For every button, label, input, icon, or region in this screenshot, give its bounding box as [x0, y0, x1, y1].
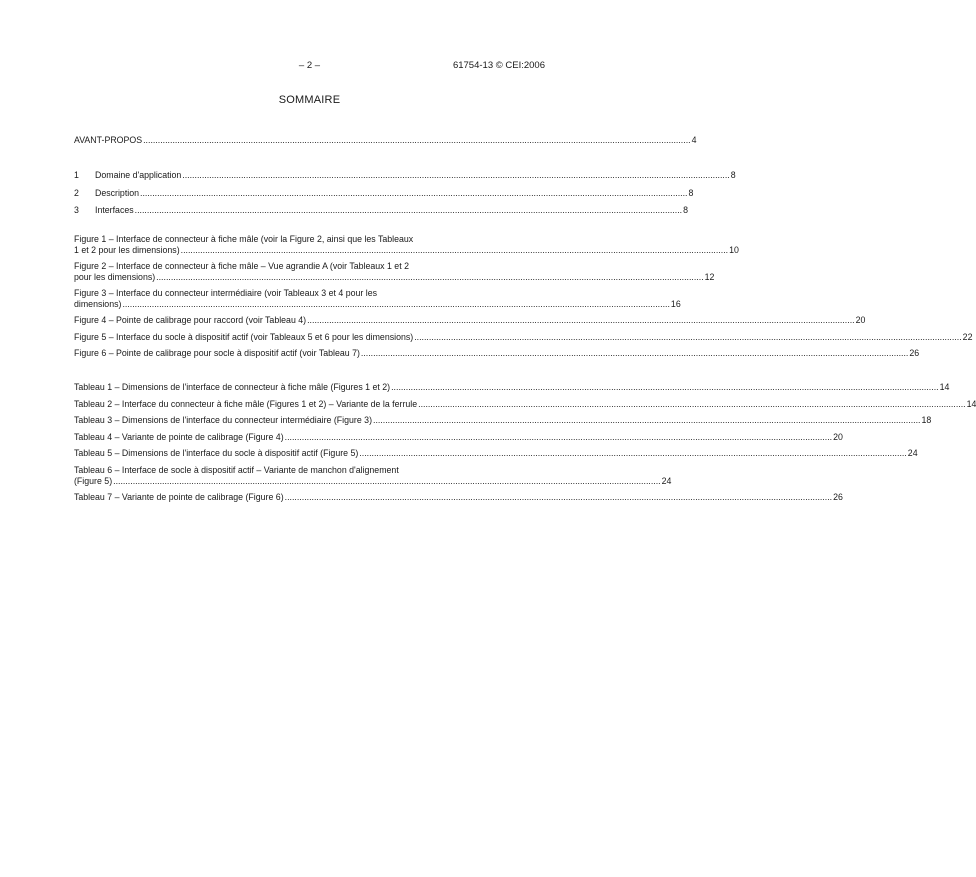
toc-entry-page: 4 — [691, 135, 697, 145]
toc-entry-table[interactable] — [74, 398, 976, 416]
toc-entry-page: 8 — [683, 205, 689, 215]
toc-entry-figure[interactable] — [74, 331, 973, 349]
toc-entry-label: Tableau 3 – Dimensions de l'interface du connecteur intermédiaire (Figure 3) — [74, 415, 372, 425]
toc-entry-page: 22 — [962, 331, 973, 342]
toc-entry-label: Tableau 7 – Variante de pointe de calibrage (Figure 6) — [74, 491, 284, 502]
dot-leader: ................................................................................................................................................................................................................................ — [122, 299, 670, 309]
toc-figures-section — [74, 234, 973, 365]
toc-entry-label-line1: Figure 2 – Interface de connecteur à fiche mâle – Vue agrandie A (voir Tableaux 1 et 2 — [74, 261, 409, 271]
toc-entry-label: Description — [95, 187, 140, 198]
toc-entry-label: Domaine d'application — [95, 170, 182, 180]
toc-entry-table[interactable] — [74, 431, 843, 449]
toc-entry-label: Tableau 1 – Dimensions de l'interface de connecteur à fiche mâle (Figures 1 et 2) — [74, 382, 391, 392]
toc-entry-clause[interactable] — [74, 170, 736, 188]
dot-leader: ................................................................................................................................................................................................................................ — [284, 431, 833, 442]
toc-entry-table[interactable] — [74, 448, 918, 465]
toc-entry-page: 26 — [909, 348, 920, 358]
dot-leader: ................................................................................................................................................................................................................................ — [134, 205, 683, 215]
dot-leader: ................................................................................................................................................................................................................................ — [113, 475, 661, 486]
toc-entry-page: 20 — [855, 315, 866, 325]
toc-entry-figure[interactable] — [74, 288, 681, 315]
dot-leader: ................................................................................................................................................................................................................................ — [143, 135, 691, 145]
toc-entry-page: 16 — [670, 299, 681, 309]
toc-entry-page: 12 — [704, 272, 715, 282]
dot-leader: ................................................................................................................................................................................................................................ — [307, 315, 855, 325]
toc-entry-figure[interactable] — [74, 315, 866, 332]
dot-leader: ................................................................................................................................................................................................................................ — [359, 448, 907, 458]
toc-entry-label: Interfaces — [95, 205, 134, 215]
toc-entry-label-line1: Figure 1 – Interface de connecteur à fiche mâle (voir la Figure 2, ainsi que les Tableaux — [74, 234, 414, 244]
toc-entry-clause[interactable] — [74, 205, 689, 223]
toc-entry-table[interactable] — [74, 382, 950, 399]
toc-entry-page: 8 — [688, 187, 694, 198]
dot-leader: ................................................................................................................................................................................................................................ — [373, 415, 921, 425]
toc-entry-table[interactable] — [74, 464, 672, 492]
toc-entry-figure[interactable] — [74, 234, 739, 261]
toc-tables-section — [74, 382, 976, 508]
dot-leader: ................................................................................................................................................................................................................................ — [156, 272, 704, 282]
toc-entry-page: 20 — [833, 431, 843, 442]
dot-leader: ................................................................................................................................................................................................................................ — [180, 245, 729, 255]
toc-entry-label-line1: Tableau 6 – Interface de socle à dispositif actif – Variante de manchon d'alignement — [74, 464, 399, 475]
dot-leader: ................................................................................................................................................................................................................................ — [391, 382, 939, 392]
toc-entry-label: Tableau 2 – Interface du connecteur à fiche mâle (Figures 1 et 2) – Variante de la ferrule — [74, 398, 418, 409]
clause-number: 2 — [74, 187, 79, 198]
toc-entry-label: AVANT-PROPOS — [74, 135, 143, 145]
toc-entry-table[interactable] — [74, 491, 843, 509]
dot-leader: ................................................................................................................................................................................................................................ — [418, 398, 966, 409]
toc-entry-page: 24 — [907, 448, 918, 458]
toc-entry-label: Figure 5 – Interface du socle à dispositif actif (voir Tableaux 5 et 6 pour les dimensions) — [74, 331, 414, 342]
toc-entry-page: 14 — [966, 398, 976, 409]
toc-entry-table[interactable] — [74, 415, 932, 432]
toc-entry-label: pour les dimensions) — [74, 272, 156, 282]
clause-number: 3 — [74, 205, 79, 215]
toc-entry-label: Tableau 4 – Variante de pointe de calibrage (Figure 4) — [74, 431, 284, 442]
toc-entry-page: 14 — [939, 382, 950, 392]
page-title: SOMMAIRE — [278, 94, 341, 106]
toc-entry-page: 24 — [661, 475, 672, 486]
toc-entry-avant-propos[interactable] — [74, 135, 697, 146]
toc-entry-figure[interactable] — [74, 348, 920, 365]
toc-clauses-section — [74, 170, 736, 223]
toc-entry-label: Figure 6 – Pointe de calibrage pour socle à dispositif actif (voir Tableau 7) — [74, 348, 360, 358]
page-number: – 2 – — [298, 60, 321, 71]
toc-entry-label: Tableau 5 – Dimensions de l'interface du socle à dispositif actif (Figure 5) — [74, 448, 359, 458]
toc-entry-page: 26 — [833, 491, 843, 502]
toc-entry-clause[interactable] — [74, 187, 694, 206]
clause-number: 1 — [74, 170, 79, 180]
toc-entry-label: 1 et 2 pour les dimensions) — [74, 245, 180, 255]
toc-entry-figure[interactable] — [74, 261, 715, 288]
toc-entry-page: 18 — [921, 415, 932, 425]
dot-leader: ................................................................................................................................................................................................................................ — [360, 348, 909, 358]
dot-leader: ................................................................................................................................................................................................................................ — [182, 170, 730, 180]
toc-entry-label: dimensions) — [74, 299, 122, 309]
dot-leader: ................................................................................................................................................................................................................................ — [284, 491, 833, 502]
toc-entry-label-line1: Figure 3 – Interface du connecteur intermédiaire (voir Tableaux 3 et 4 pour les — [74, 288, 378, 298]
document-reference: 61754-13 © CEI:2006 — [452, 60, 545, 71]
dot-leader: ................................................................................................................................................................................................................................ — [414, 331, 962, 342]
toc-entry-page: 8 — [730, 170, 736, 180]
toc-entry-label: (Figure 5) — [74, 475, 113, 486]
toc-entry-label: Figure 4 – Pointe de calibrage pour raccord (voir Tableau 4) — [74, 315, 307, 325]
toc-entry-page: 10 — [729, 245, 739, 255]
toc-front-section — [74, 135, 697, 146]
dot-leader: ................................................................................................................................................................................................................................ — [140, 187, 688, 198]
